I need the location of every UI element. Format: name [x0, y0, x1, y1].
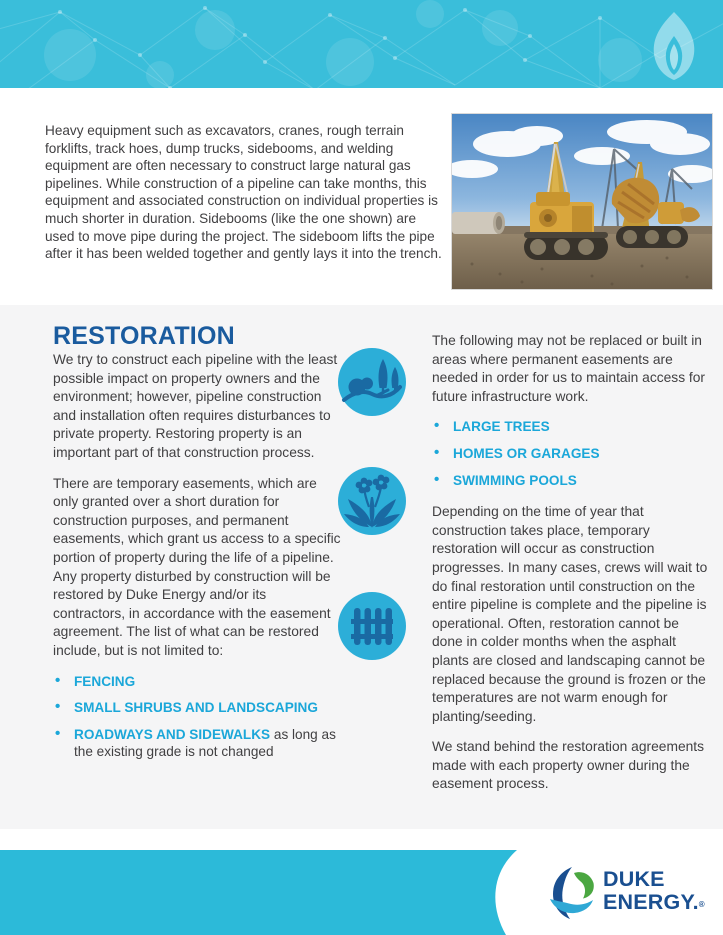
list-item — [53, 726, 341, 761]
list-item-suffix: as long as the existing grade is not changed — [74, 726, 336, 760]
restoration-right-column — [432, 332, 710, 806]
duke-energy-logo-mark — [541, 866, 597, 920]
list-item-label: FENCING — [74, 673, 136, 689]
list-item-label: SWIMMING POOLS — [453, 472, 577, 488]
not-replaced-items-list — [432, 418, 710, 489]
restored-items-list — [53, 673, 341, 761]
restoration-paragraph-2: There are temporary easements, which are only granted over a short duration for construction purposes, and permanent easements, which grant us access to a specific portion of property during the life of a pipeline. Any property disturbed by construction will be restored by Duke Energy and/or its contractors, in accordance with the easement agreement. The list of what can be restored include, but is not limited to: — [53, 475, 341, 658]
restoration-section — [0, 305, 723, 829]
flame-icon — [643, 10, 705, 82]
sideboom-photo-illustration — [452, 114, 712, 289]
logo-line-energy: ENERGY.® — [603, 890, 705, 914]
list-item-label: LARGE TREES — [453, 419, 550, 435]
list-item-label: HOMES OR GARAGES — [453, 445, 600, 461]
trees-icon — [338, 348, 406, 416]
list-item-label: ROADWAYS AND SIDEWALKS — [74, 726, 271, 742]
duke-energy-wordmark — [603, 868, 705, 916]
restoration-paragraph-3: Depending on the time of year that construction takes place, temporary restoration will occur as construction progresses. In many cases, crews will wait to do final restoration until construction on the entire pipeline is complete and the pipeline is operational. Often, restoration cannot be done in colder months when the asphalt plants are closed and landscaping cannot be replaced because the ground is frozen or the temperatures are not warm enough for planting/seeding. — [432, 504, 708, 724]
restoration-left-column — [53, 351, 341, 775]
flowers-icon — [338, 467, 406, 535]
list-item — [432, 445, 710, 463]
banner-network-pattern — [0, 0, 723, 88]
restoration-right-intro: The following may not be replaced or built in areas where permanent easements are needed in order for us to maintain access for future infrastructure work. — [432, 333, 706, 404]
top-banner — [0, 0, 723, 88]
restoration-paragraph-1: We try to construct each pipeline with the least possible impact on property owners and the environment; however, pipeline construction and installation often requires disturbances to private property. Restoring property is an important part of that construction process. — [53, 352, 338, 460]
list-item — [53, 699, 341, 717]
duke-energy-logo — [541, 864, 711, 922]
list-item-label: SMALL SHRUBS AND LANDSCAPING — [74, 700, 318, 716]
registered-trademark: ® — [698, 900, 705, 909]
sideboom-equipment-photo — [451, 113, 713, 290]
restoration-paragraph-4: We stand behind the restoration agreements made with each property owner during the easement process. — [432, 739, 705, 792]
intro-paragraph: Heavy equipment such as excavators, cranes, rough terrain forklifts, track hoes, dump trucks, sidebooms, and welding equipment are often necessary to construct large natural gas pipelines. While construction of a pipeline can take months, this equipment and associated construction on individual properties is much shorter in duration. Sidebooms (like the one shown) are used to move pipe during the project. The sideboom lifts the pipe after it has been welded together and gently lays it into the trench. — [45, 123, 442, 262]
restoration-heading: RESTORATION — [53, 322, 235, 350]
list-item — [432, 418, 710, 436]
list-item — [53, 673, 341, 691]
picket-fence-icon — [338, 592, 406, 660]
logo-line-duke: DUKE — [603, 867, 665, 891]
list-item — [432, 472, 710, 490]
